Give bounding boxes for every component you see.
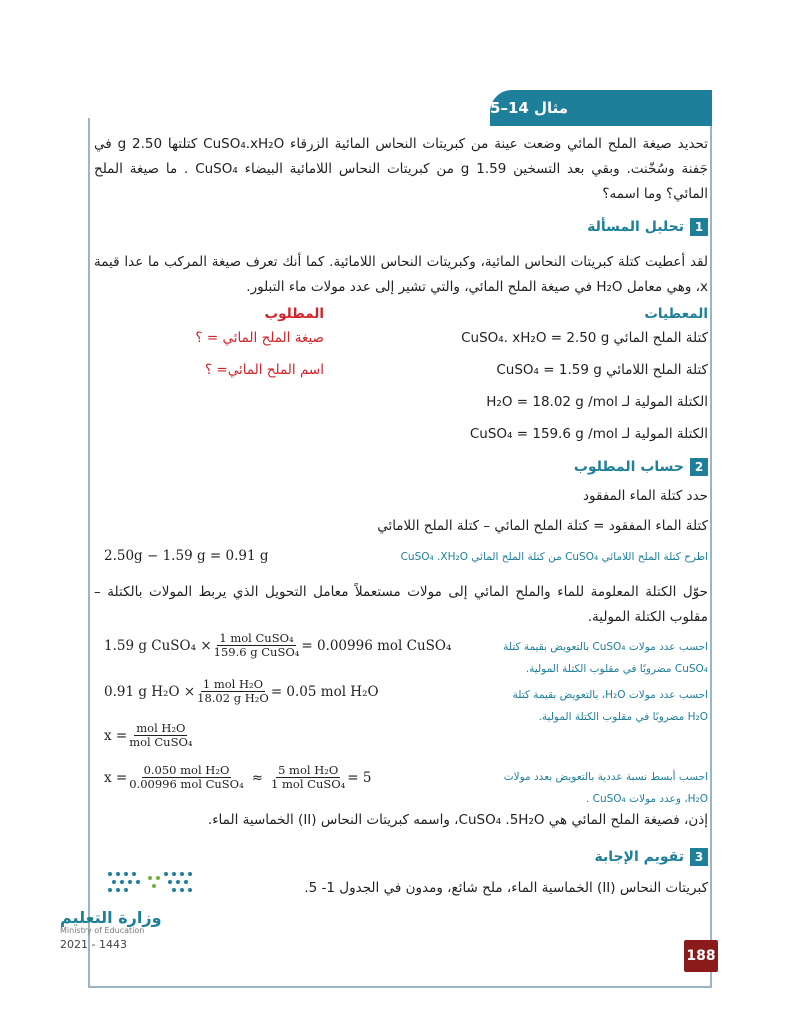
eq-b-fraction [197, 678, 269, 705]
equation-mass-water: 2.50g − 1.59 g = 0.91 g [104, 548, 269, 564]
ministry-logo-icon [104, 868, 196, 896]
given-title: المعطيات [644, 306, 708, 322]
eq-a-denominator: 159.6 g CuSO₄ [213, 645, 300, 659]
eq-d-numerator-1: 0.050 mol H₂O [143, 763, 230, 777]
example-tab: مثال 14–5 [490, 90, 712, 126]
section-2-line-2: كتلة الماء المفقود = كتلة الملح المائي – كتلة الملح اللامائي [377, 518, 708, 534]
eq-d-numerator-2: 5 mol H₂O [278, 763, 339, 777]
section-1-title: تحليل المسألة [587, 219, 684, 235]
eq-d-denominator-2: 1 mol CuSO₄ [271, 777, 346, 791]
ministry-name-arabic: وزارة التعليم [60, 908, 162, 927]
eq-a-numerator: 1 mol CuSO₄ [219, 631, 294, 645]
given-item-4: الكتلة المولية لـ CuSO₄ = 159.6 g /mol [469, 426, 708, 442]
note-subtract: اطرح كتلة الملح اللامائي CuSO₄ من كتلة الملح المائي CuSO₄ .XH₂O [400, 551, 708, 563]
eq-d-approx: ≈ [251, 769, 264, 786]
section-3-text: كبريتات النحاس (II) الخماسية الماء، ملح شائع، ومدون في الجدول 1- 5. [304, 880, 708, 896]
eq-d-fraction-1 [129, 764, 244, 791]
eq-b-denominator: 18.02 g H₂O [197, 691, 269, 705]
section-2-heading [574, 458, 708, 476]
equation-moles-water [104, 678, 379, 705]
note-moles-cuso4: احسب عدد مولات CuSO₄ بالتعويض بقيمة كتلة CuSO₄ مضروبًا في مقلوب الكتلة المولية. [503, 641, 708, 675]
required-item-1: صيغة الملح المائي = ؟ [195, 330, 324, 346]
eq-a-fraction [214, 632, 300, 659]
section-1-text: لقد أعطيت كتلة كبريتات النحاس المائية، وكبريتات النحاس اللامائية. كما أنك تعرف صيغة المركب ما عدا قيمة x، وهي معامل H₂O في صيغة الملح المائي، والتي تشير إلى عدد مولات ماء التبلور. [94, 254, 708, 295]
eq-d-result: = 5 [347, 769, 372, 786]
note-simplest-ratio: احسب أبسط نسبة عددية بالتعويض بعدد مولات H₂O، وعدد مولات CuSO₄ . [503, 771, 708, 805]
section-1-heading [587, 218, 708, 236]
section-2-number: 2 [690, 458, 708, 476]
eq-d-left: x = [104, 769, 128, 786]
equation-moles-cuso4 [104, 632, 451, 659]
intro-paragraph: تحديد صيغة الملح المائي وضعت عينة من كبريتات النحاس المائية الزرقاء CuSO₄.xH₂O كتلتها 2.50 g في جَفنة وسُخّنت. وبقي بعد التسخين 1.59 g من كبريتات النحاس اللامائية البيضاء CuSO₄ . ما صيغة الملح المائي؟ وما اسمه؟ [94, 136, 709, 202]
given-item-1: كتلة الملح المائي CuSO₄. xH₂O = 2.50 g [461, 330, 708, 346]
section-2-line-1: حدد كتلة الماء المفقود [583, 488, 708, 504]
section-3-number: 3 [690, 848, 708, 866]
section-3-heading [594, 848, 708, 866]
required-item-2: اسم الملح المائي= ؟ [204, 362, 324, 378]
note-moles-water: احسب عدد مولات H₂O، بالتعويض بقيمة كتلة H₂O مضروبًا في مقلوب الكتلة المولية. [512, 689, 708, 723]
eq-a-left: 1.59 g CuSO₄ × [104, 637, 212, 654]
equation-x-value [104, 764, 372, 791]
eq-c-left: x = [104, 727, 128, 744]
eq-c-fraction [129, 722, 192, 749]
section-1-number: 1 [690, 218, 708, 236]
eq-b-numerator: 1 mol H₂O [202, 677, 264, 691]
eq-b-result: = 0.05 mol H₂O [270, 683, 379, 700]
eq-a-result: = 0.00996 mol CuSO₄ [301, 637, 452, 654]
eq-b-left: 0.91 g H₂O × [104, 683, 196, 700]
eq-c-denominator: mol CuSO₄ [129, 735, 193, 749]
given-item-3: الكتلة المولية لـ H₂O = 18.02 g /mol [486, 394, 708, 410]
eq-c-numerator: mol H₂O [136, 721, 186, 735]
given-item-2: كتلة الملح اللامائي CuSO₄ = 1.59 g [496, 362, 708, 378]
edition-year: 2021 - 1443 [60, 938, 127, 951]
required-title: المطلوب [264, 306, 324, 322]
section-3-title: تقويم الإجابة [594, 849, 684, 865]
page-number: 188 [684, 940, 718, 972]
section-2-title: حساب المطلوب [573, 459, 684, 475]
eq-d-fraction-2 [271, 764, 345, 791]
equation-x-ratio [104, 722, 195, 749]
section-2-conversion-text: حوّل الكتلة المعلومة للماء والملح المائي إلى مولات مستعملاً معامل التحويل الذي يربط المولات بالكتلة – مقلوب الكتلة المولية. [94, 584, 708, 625]
eq-d-denominator-1: 0.00996 mol CuSO₄ [129, 777, 244, 791]
ministry-name-english: Ministry of Education [60, 926, 145, 935]
conclusion: إذن، فصيغة الملح المائي هي CuSO₄ .5H₂O، واسمه كبريتات النحاس (II) الخماسية الماء. [207, 812, 708, 828]
